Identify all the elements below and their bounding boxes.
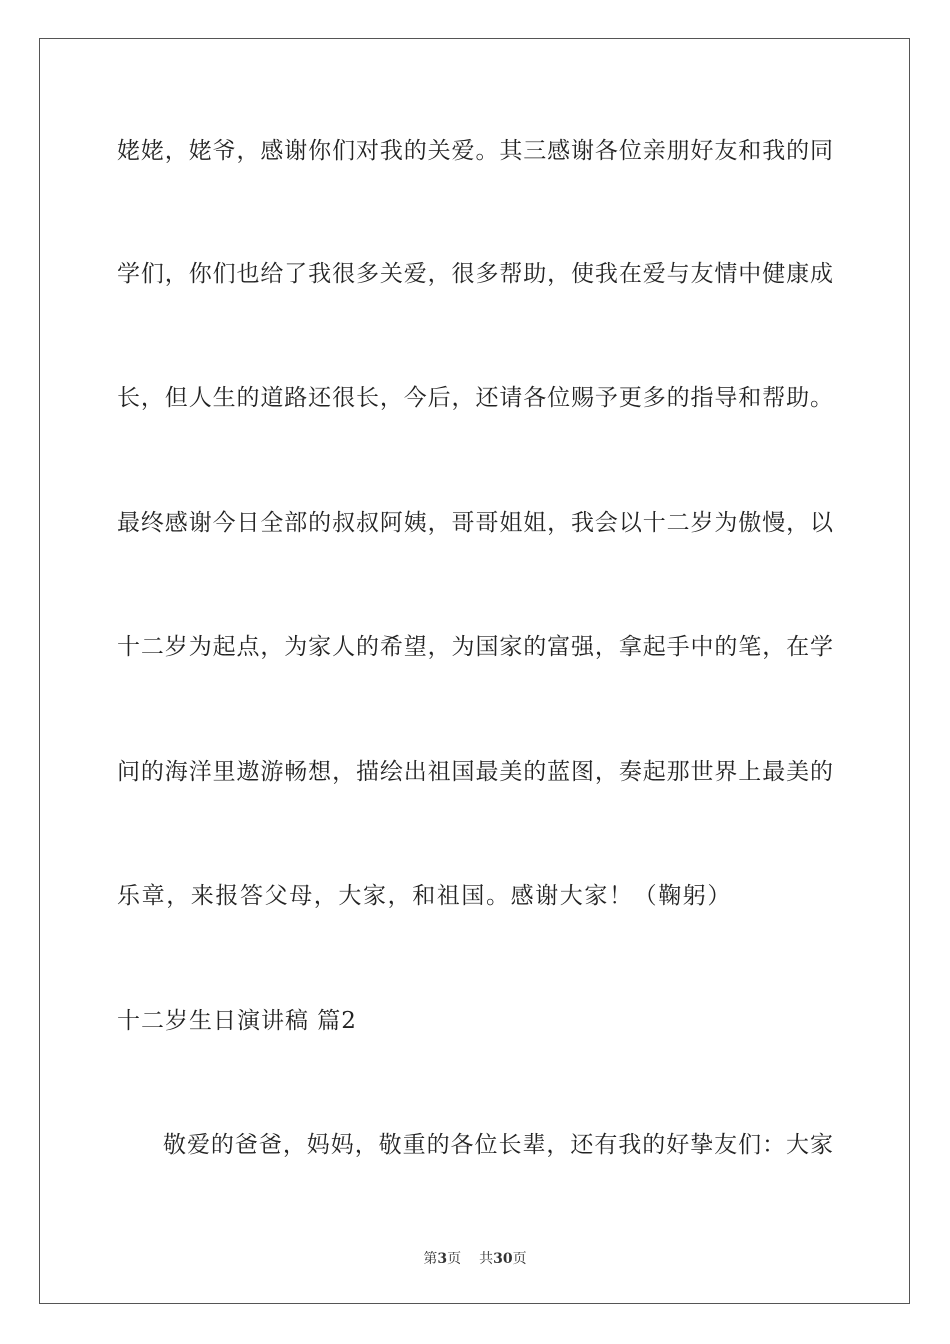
- total-suffix: 页: [512, 1251, 527, 1267]
- body-line-3: 长，但人生的道路还很长，今后，还请各位赐予更多的指导和帮助。: [117, 385, 833, 411]
- page-suffix: 页: [447, 1251, 462, 1267]
- body-line-2: 学们，你们也给了我很多关爱，很多帮助，使我在爱与友情中健康成: [117, 261, 833, 287]
- section-title: 十二岁生日演讲稿 篇2: [117, 1008, 357, 1034]
- page-prefix: 第: [423, 1251, 438, 1267]
- body-line-5: 十二岁为起点，为家人的希望，为国家的富强，拿起手中的笔，在学: [117, 634, 833, 660]
- body-line-4: 最终感谢今日全部的叔叔阿姨，哥哥姐姐，我会以十二岁为傲慢，以: [117, 510, 833, 536]
- body-line-6: 问的海洋里遨游畅想，描绘出祖国最美的蓝图，奏起那世界上最美的: [117, 759, 833, 785]
- body-line-1: 姥姥，姥爷，感谢你们对我的关爱。其三感谢各位亲朋好友和我的同: [117, 138, 833, 164]
- total-prefix: 共: [479, 1251, 494, 1267]
- paragraph-opening-line: 敬爱的爸爸，妈妈，敬重的各位长辈，还有我的好挚友们：大家: [163, 1132, 833, 1158]
- total-pages: 30: [493, 1251, 513, 1267]
- page-footer: [0, 1248, 950, 1268]
- body-line-7: 乐章，来报答父母，大家，和祖国。感谢大家！（鞠躬）: [117, 883, 732, 909]
- page-frame: [39, 38, 910, 1304]
- page-current: 3: [437, 1251, 448, 1267]
